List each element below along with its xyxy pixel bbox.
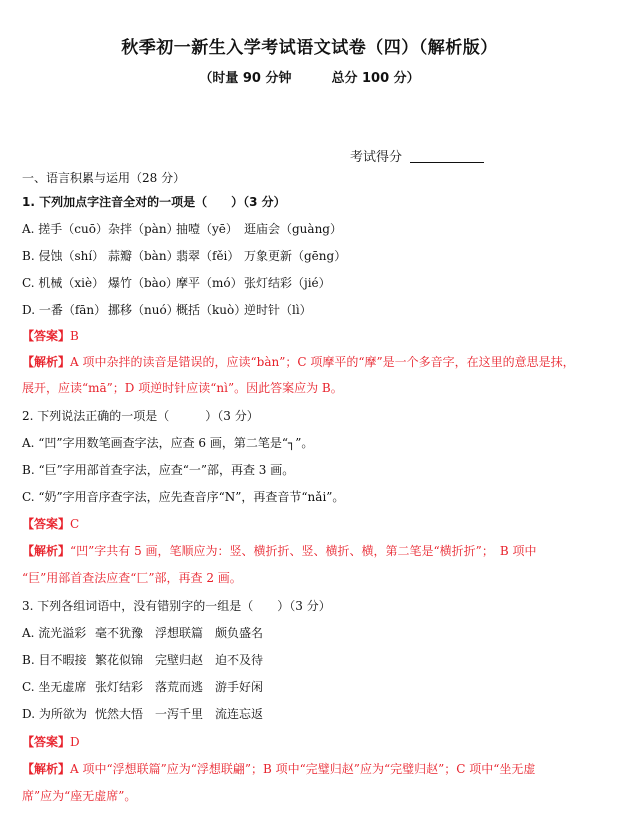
time-limit: （时量 90 分钟 — [199, 71, 292, 86]
q1-option-c — [22, 275, 331, 291]
q1-analysis-text-2: 展开，应读“mā”；D 项逆时针应读“nì”。因此答案应为 B。 — [22, 381, 343, 395]
q1-answer — [22, 328, 79, 344]
q2-answer — [22, 516, 79, 532]
q3-option-b — [22, 652, 263, 668]
q1-option-b — [22, 248, 346, 264]
q3-analysis-text-2: 席”应为“座无虚席”。 — [22, 789, 137, 803]
q3-analysis-label: 【解析】 — [22, 762, 71, 776]
q2-answer-label: 【答案】 — [22, 517, 71, 531]
q3-b-1: B. 目不暇接 — [22, 653, 87, 667]
total-score: 总分 100 分） — [331, 71, 420, 86]
q2-analysis-text-1: “凹”字共有 5 画，笔顺应为：竖、横折折、竖、横折、横，第二笔是“横折折”； B 项中 — [70, 544, 537, 558]
q1-c-4: 张灯结彩（jié） — [244, 276, 331, 290]
q1-b-4: 万象更新（gēng） — [244, 249, 347, 263]
q3-d-4: 流连忘返 — [215, 707, 264, 721]
q1-b-2: 蒜瓣（bàn） — [108, 249, 179, 263]
q2-option-a: A. “凹”字用数笔画查字法，应查 6 画，第二笔是“┐”。 — [22, 436, 314, 450]
q3-d-3: 一泻千里 — [155, 707, 204, 721]
q3-b-2: 繁花似锦 — [95, 653, 144, 667]
score-label: 考试得分 — [350, 150, 403, 165]
q1-a-4: 逛庙会（guàng） — [244, 222, 342, 236]
q1-stem: 1. 下列加点字注音全对的一项是（ ）（3 分） — [22, 195, 286, 209]
q1-analysis — [22, 354, 575, 370]
q3-c-1: C. 坐无虚席 — [22, 680, 87, 694]
q2-option-c: C. “奶”字用音序查字法，应先查音序“N”，再查音节“nǎi”。 — [22, 490, 345, 504]
q1-c-3: 摩平（mó） — [176, 276, 243, 290]
q3-d-1: D. 为所欲为 — [22, 707, 87, 721]
q3-b-3: 完壁归赵 — [155, 653, 204, 667]
q1-d-2: 挪移（nuó） — [108, 303, 179, 317]
q1-analysis-label: 【解析】 — [22, 355, 71, 369]
q1-b-1: B. 侵蚀（shí） — [22, 249, 105, 263]
q3-c-4: 游手好闲 — [215, 680, 264, 694]
q3-a-1: A. 流光溢彩 — [22, 626, 87, 640]
q2-answer-value: C — [70, 517, 80, 531]
q3-d-2: 恍然大悟 — [95, 707, 144, 721]
q3-a-4: 颇负盛名 — [215, 626, 264, 640]
q1-b-3: 翡翠（fěi） — [176, 249, 240, 263]
q1-analysis-text-1: A 项中杂拌的读音是错误的，应读“bàn”；C 项摩平的“摩”是一个多音字，在这里的意思是抹， — [70, 355, 575, 369]
q1-option-d — [22, 302, 312, 318]
q1-answer-value: B — [70, 329, 79, 343]
q1-option-a — [22, 221, 342, 237]
q1-c-2: 爆竹（bào） — [108, 276, 179, 290]
q3-stem: 3. 下列各组词语中，没有错别字的一组是（ ）（3 分） — [22, 599, 331, 613]
score-blank — [410, 150, 484, 163]
q2-analysis-text-2: “巨”用部首查法应查“匚”部，再查 2 画。 — [22, 571, 242, 585]
q2-analysis — [22, 543, 536, 559]
q3-option-d — [22, 706, 263, 722]
q2-stem: 2. 下列说法正确的一项是（ ）（3 分） — [22, 409, 259, 423]
q3-analysis-text-1: A 项中“浮想联篇”应为“浮想联翩”；B 项中“完璧归赵”应为“完璧归赵”；C 项中“坐无虚 — [70, 762, 536, 776]
section-heading: 一、语言积累与运用（28 分） — [22, 171, 186, 185]
q3-answer — [22, 734, 80, 750]
q1-answer-label: 【答案】 — [22, 329, 71, 343]
q1-a-1: A. 搓手（cuō） — [22, 222, 108, 236]
exam-info — [0, 67, 619, 86]
q1-a-2: 杂拌（pàn） — [108, 222, 179, 236]
q3-a-3: 浮想联篇 — [155, 626, 204, 640]
score-field — [350, 146, 484, 165]
q1-d-3: 概括（kuò） — [176, 303, 247, 317]
q1-d-1: D. 一番（fān） — [22, 303, 107, 317]
q3-option-a — [22, 625, 263, 641]
q3-a-2: 毫不犹豫 — [95, 626, 144, 640]
q3-c-3: 落荒而逃 — [155, 680, 204, 694]
q3-answer-value: D — [70, 735, 80, 749]
q3-answer-label: 【答案】 — [22, 735, 71, 749]
q1-d-4: 逆时针（lì） — [244, 303, 312, 317]
q1-a-3: 抽噎（yē） — [176, 222, 238, 236]
q3-c-2: 张灯结彩 — [95, 680, 144, 694]
q2-option-b: B. “巨”字用部首查字法，应查“一”部，再查 3 画。 — [22, 463, 295, 477]
q1-c-1: C. 机械（xiè） — [22, 276, 105, 290]
page-title: 秋季初一新生入学考试语文试卷（四）（解析版） — [121, 38, 498, 58]
q2-analysis-label: 【解析】 — [22, 544, 71, 558]
q3-option-c — [22, 679, 263, 695]
q3-analysis — [22, 761, 535, 777]
q3-b-4: 迫不及待 — [215, 653, 264, 667]
